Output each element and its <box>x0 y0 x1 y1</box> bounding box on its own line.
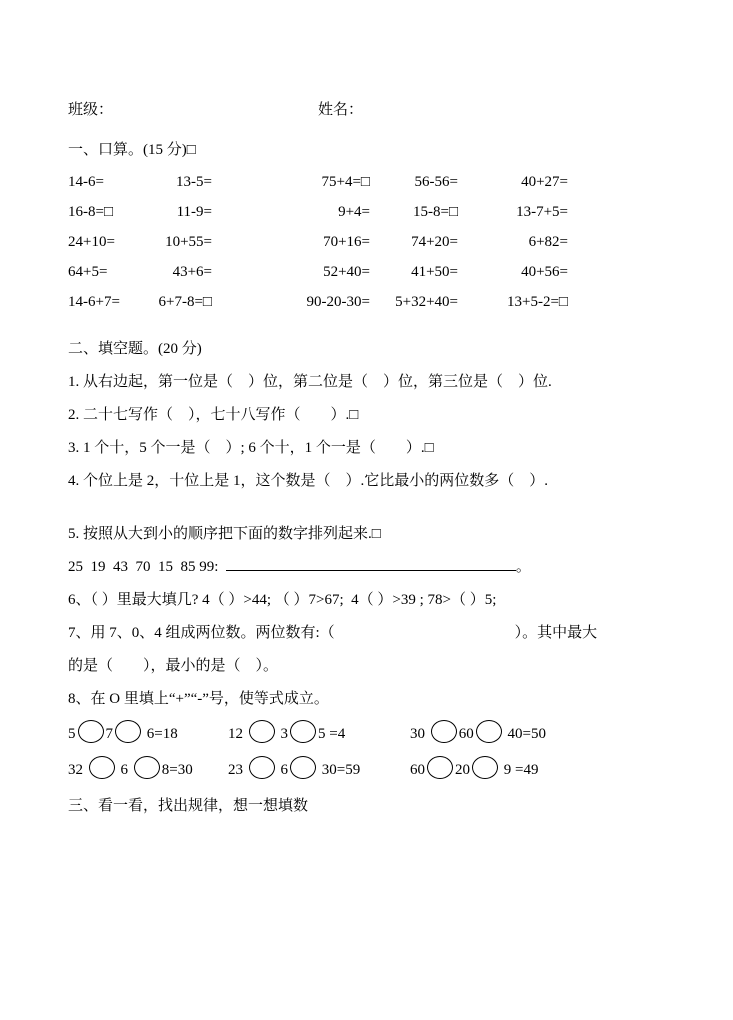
operator-circle <box>78 720 104 743</box>
operator-circle <box>134 756 160 779</box>
problem-cell: 40+27= <box>521 173 568 190</box>
fill-item-5: 5. 按照从大到小的顺序把下面的数字排列起来.□ <box>68 526 381 542</box>
problem-cell: 56-56= <box>414 173 458 190</box>
equation-row-1 <box>68 716 678 752</box>
problem-cell: 24+10= <box>68 233 115 250</box>
fill-item-7-line1: 7、用 7、0、4 组成两位数。两位数有:（ ）。其中最大 <box>68 625 598 641</box>
oral-calculation-table <box>68 167 568 317</box>
section3-title: 三、看一看，找出规律，想一想填数 <box>68 798 309 814</box>
problem-cell: 10+55= <box>165 233 212 250</box>
period: 。 <box>515 559 531 575</box>
operator-circle <box>290 756 316 779</box>
problem-cell: 41+50= <box>411 263 458 280</box>
operator-circle <box>115 720 141 743</box>
equation: 5 7 6=18 <box>68 716 228 752</box>
table-row <box>68 167 568 197</box>
operator-circle <box>89 756 115 779</box>
problem-cell: 64+5= <box>68 263 108 280</box>
equation: 32 6 8=30 <box>68 752 228 788</box>
problem-cell: 9+4= <box>338 203 370 220</box>
header <box>68 100 678 120</box>
equation: 30 60 40=50 <box>410 716 546 752</box>
section1-title: 一、口算。(15 分)□ <box>68 142 196 158</box>
fill-item-6: 6、（ ）里最大填几? 4（ ）>44; （ ）7>67; 4（ ）>39 ; 78>（ ）5; <box>68 592 497 608</box>
operator-circle <box>249 756 275 779</box>
problem-cell: 43+6= <box>172 263 212 280</box>
operator-circle <box>476 720 502 743</box>
fill-item-5-numbers-line <box>68 551 678 584</box>
problem-cell: 40+56= <box>521 263 568 280</box>
equation-row-2 <box>68 752 678 788</box>
operator-circle <box>290 720 316 743</box>
name-label: 姓名： <box>318 102 364 118</box>
table-row <box>68 197 568 227</box>
problem-cell: 90-20-30= <box>306 293 370 310</box>
operator-circle <box>427 756 453 779</box>
section2-title: 二、填空题。(20 分) <box>68 341 202 357</box>
numbers-to-sort: 25 19 43 70 15 85 99: <box>68 559 226 575</box>
problem-cell: 70+16= <box>323 233 370 250</box>
table-row <box>68 227 568 257</box>
table-row <box>68 287 568 317</box>
answer-blank-line <box>226 555 516 571</box>
problem-cell: 16-8=□ <box>68 203 114 220</box>
class-label: 班级： <box>68 102 114 118</box>
problem-cell: 15-8=□ <box>412 203 458 220</box>
operator-circle <box>472 756 498 779</box>
problem-cell: 14-6+7= <box>68 293 120 310</box>
fill-item-3: 3. 1 个十，5 个一是（ ）; 6 个十，1 个一是（ ）.□ <box>68 440 434 456</box>
equation: 12 3 5 =4 <box>228 716 410 752</box>
problem-cell: 74+20= <box>411 233 458 250</box>
equation: 60 20 9 =49 <box>410 752 538 788</box>
problem-cell: 6+82= <box>528 233 568 250</box>
problem-cell: 6+7-8=□ <box>158 293 212 310</box>
fill-item-1: 1. 从右边起，第一位是（ ）位，第二位是（ ）位，第三位是（ ）位. <box>68 374 552 390</box>
fill-item-7-line2: 的是（ ），最小的是（ ）。 <box>68 658 279 674</box>
problem-cell: 14-6= <box>68 173 104 190</box>
problem-cell: 5+32+40= <box>395 293 458 310</box>
fill-item-8: 8、在 O 里填上“+”“-”号，使等式成立。 <box>68 691 329 707</box>
fill-item-4: 4. 个位上是 2，十位上是 1，这个数是（ ）.它比最小的两位数多（ ）. <box>68 473 549 489</box>
operator-circle <box>431 720 457 743</box>
equation: 23 6 30=59 <box>228 752 410 788</box>
problem-cell: 11-9= <box>176 203 212 220</box>
fill-item-2: 2. 二十七写作（ ），七十八写作（ ）.□ <box>68 407 359 423</box>
problem-cell: 13+5-2=□ <box>507 293 568 310</box>
problem-cell: 52+40= <box>323 263 370 280</box>
problem-cell: 75+4=□ <box>321 173 370 190</box>
problem-cell: 13-7+5= <box>516 203 568 220</box>
table-row <box>68 257 568 287</box>
problem-cell: 13-5= <box>176 173 212 190</box>
operator-circle <box>249 720 275 743</box>
